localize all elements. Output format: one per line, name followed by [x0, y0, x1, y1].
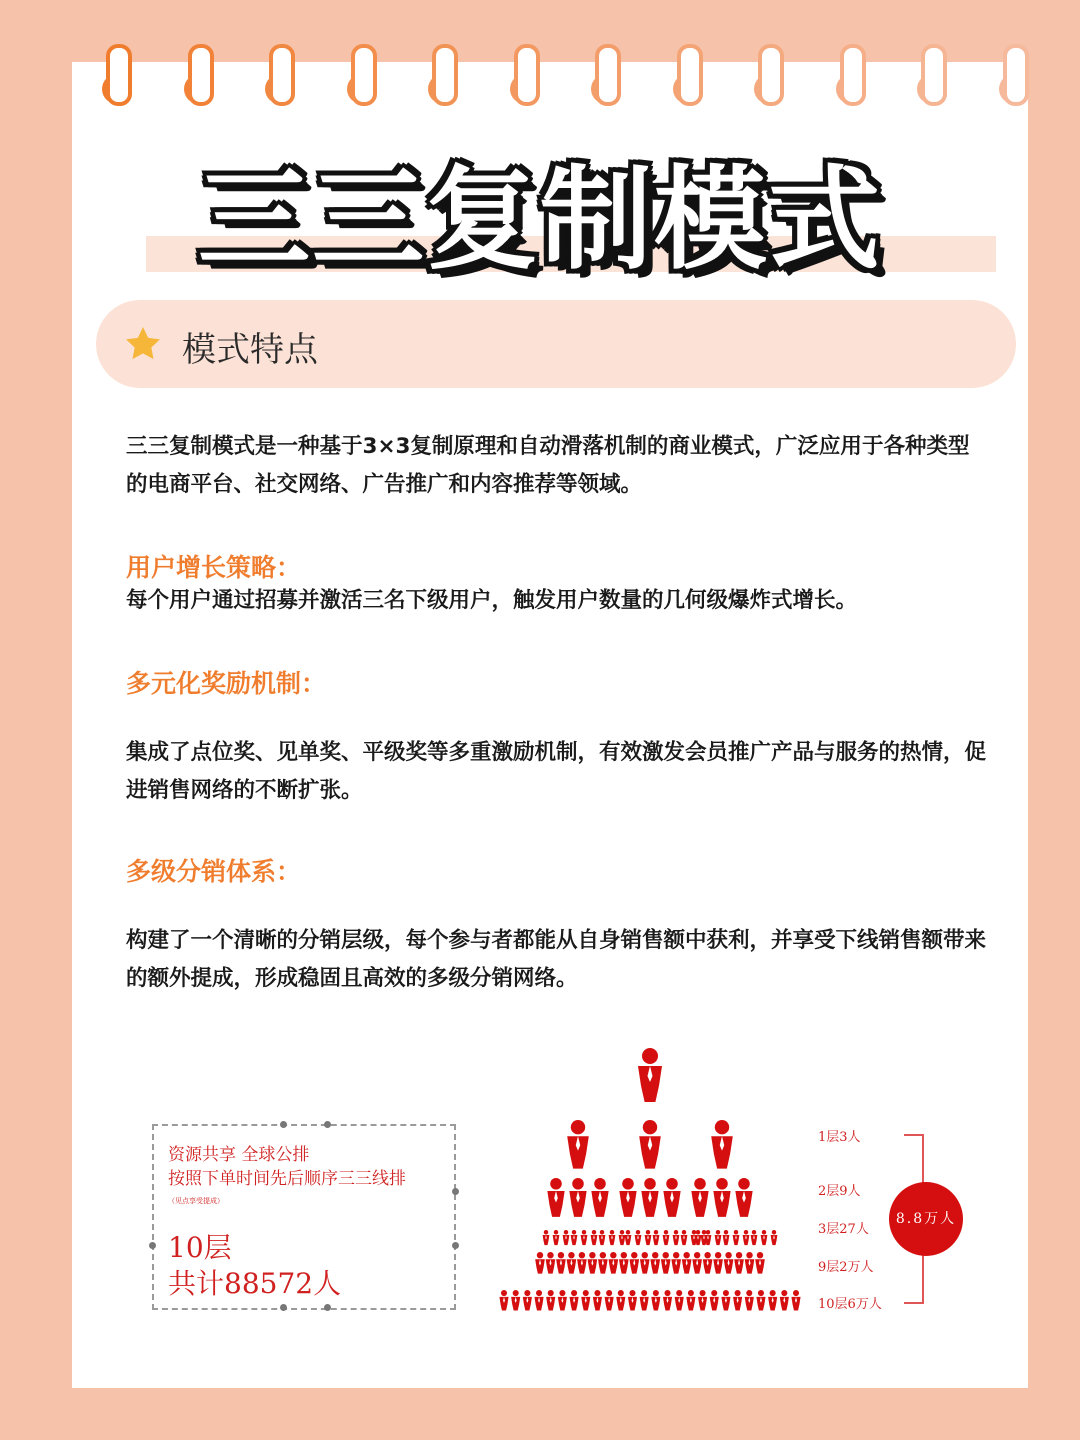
binder-ring	[184, 44, 214, 106]
person-figure	[713, 1252, 723, 1274]
box-layers: 10层	[168, 1231, 232, 1264]
box-dot	[280, 1304, 287, 1311]
person-figure	[567, 1120, 589, 1169]
person-figure	[534, 1290, 543, 1311]
person-figure	[628, 1290, 637, 1311]
person-figure	[653, 1230, 660, 1245]
ring-loop	[514, 44, 540, 106]
person-figure	[511, 1290, 520, 1311]
person-figure	[698, 1290, 707, 1311]
person-figure	[756, 1290, 765, 1311]
box-dot	[149, 1242, 156, 1249]
person-figure	[681, 1230, 688, 1245]
person-figure	[663, 1290, 672, 1311]
person-figure	[733, 1230, 740, 1245]
person-figure	[734, 1252, 744, 1274]
person-figure	[558, 1290, 567, 1311]
person-figure	[692, 1252, 702, 1274]
page-title: 三三复制模式	[198, 155, 882, 285]
section-header	[96, 300, 1016, 388]
ring-loop	[432, 44, 458, 106]
binder-ring	[591, 44, 621, 106]
person-figure	[733, 1290, 742, 1311]
ring-loop	[269, 44, 295, 106]
person-figure	[751, 1230, 758, 1245]
person-figure	[638, 1048, 662, 1102]
person-figure	[546, 1252, 556, 1274]
person-figure	[571, 1230, 578, 1245]
person-figure	[629, 1252, 639, 1274]
person-figure	[605, 1290, 614, 1311]
binder-ring	[999, 44, 1029, 106]
person-figure	[609, 1230, 616, 1245]
person-figure	[588, 1252, 598, 1274]
person-figure	[723, 1230, 730, 1245]
person-figure	[598, 1252, 608, 1274]
person-figure	[591, 1178, 608, 1217]
ring-loop	[1003, 44, 1029, 106]
person-figure	[735, 1178, 752, 1217]
section-title: 模式特点	[182, 330, 318, 370]
box-dot	[324, 1121, 331, 1128]
person-figure	[671, 1252, 681, 1274]
person-figure	[745, 1290, 754, 1311]
binder-ring	[428, 44, 458, 106]
person-figure	[661, 1252, 671, 1274]
person-figure	[715, 1230, 722, 1245]
person-figure	[651, 1290, 660, 1311]
ring-loop	[921, 44, 947, 106]
box-line-2: 按照下单时间先后顺序三三线排	[168, 1169, 406, 1189]
person-figure	[675, 1290, 684, 1311]
person-figure	[791, 1290, 800, 1311]
person-figure	[577, 1252, 587, 1274]
person-figure	[673, 1230, 680, 1245]
person-figure	[755, 1252, 765, 1274]
person-figure	[771, 1230, 778, 1245]
intro-paragraph: 三三复制模式是一种基于3×3复制原理和自动滑落机制的商业模式，广泛应用于各种类型的电商平台、社交网络、广告推广和内容推荐等领域。	[126, 434, 970, 497]
total-circle: 8.8万人	[889, 1182, 963, 1256]
feature-body-growth: 每个用户通过招募并激活三名下级用户，触发用户数量的几何级爆炸式增长。	[126, 588, 858, 613]
person-figure	[593, 1290, 602, 1311]
people-pyramid	[490, 1040, 810, 1320]
person-figure	[713, 1178, 730, 1217]
person-figure	[616, 1290, 625, 1311]
person-figure	[645, 1230, 652, 1245]
binder-ring	[102, 44, 132, 106]
person-figure	[724, 1252, 734, 1274]
info-box	[152, 1124, 456, 1310]
person-figure	[599, 1230, 606, 1245]
binder-ring	[754, 44, 784, 106]
box-total: 共计88572人	[168, 1267, 342, 1300]
person-figure	[686, 1290, 695, 1311]
person-figure	[641, 1178, 658, 1217]
person-figure	[523, 1290, 532, 1311]
binder-ring	[510, 44, 540, 106]
person-figure	[743, 1230, 750, 1245]
person-figure	[710, 1290, 719, 1311]
person-figure	[569, 1178, 586, 1217]
person-figure	[663, 1178, 680, 1217]
box-dot	[280, 1121, 287, 1128]
level-label-3: 3层27人	[818, 1222, 869, 1237]
feature-body-distribution: 构建了一个清晰的分销层级，每个参与者都能从自身销售额中获利，并享受下线销售额带来的额外提成，形成稳固且高效的多级分销网络。	[126, 928, 987, 991]
ring-loop	[595, 44, 621, 106]
star-icon	[122, 324, 164, 364]
person-figure	[546, 1290, 555, 1311]
person-figure	[625, 1230, 632, 1245]
binder-ring	[917, 44, 947, 106]
person-figure	[650, 1252, 660, 1274]
feature-heading-distribution: 多级分销体系：	[126, 857, 302, 886]
ring-loop	[758, 44, 784, 106]
box-dot	[452, 1188, 459, 1195]
binder-rings	[72, 44, 1028, 114]
person-figure	[639, 1120, 661, 1169]
binder-ring	[673, 44, 703, 106]
level-label-1: 1层3人	[818, 1130, 861, 1145]
person-figure	[591, 1230, 598, 1245]
person-figure	[663, 1230, 670, 1245]
person-figure	[553, 1230, 560, 1245]
person-figure	[535, 1252, 545, 1274]
level-label-10: 10层6万人	[818, 1297, 882, 1312]
person-figure	[721, 1290, 730, 1311]
binder-ring	[265, 44, 295, 106]
person-figure	[640, 1252, 650, 1274]
binder-ring	[836, 44, 866, 106]
person-figure	[682, 1252, 692, 1274]
person-figure	[499, 1290, 508, 1311]
person-figure	[745, 1252, 755, 1274]
person-figure	[761, 1230, 768, 1245]
person-figure	[547, 1178, 564, 1217]
person-figure	[619, 1252, 629, 1274]
box-small-note: （见点享受提成）	[168, 1197, 224, 1205]
box-dot	[324, 1304, 331, 1311]
ring-loop	[840, 44, 866, 106]
person-figure	[581, 1290, 590, 1311]
binder-ring	[347, 44, 377, 106]
person-figure	[780, 1290, 789, 1311]
person-figure	[635, 1230, 642, 1245]
feature-heading-rewards: 多元化奖励机制：	[126, 669, 327, 698]
box-dot	[452, 1242, 459, 1249]
person-figure	[619, 1178, 636, 1217]
person-figure	[691, 1178, 708, 1217]
person-figure	[563, 1230, 570, 1245]
person-figure	[711, 1120, 733, 1169]
ring-loop	[351, 44, 377, 106]
person-figure	[581, 1230, 588, 1245]
person-figure	[609, 1252, 619, 1274]
person-figure	[619, 1230, 626, 1245]
ring-loop	[677, 44, 703, 106]
person-figure	[567, 1252, 577, 1274]
person-figure	[768, 1290, 777, 1311]
box-line-1: 资源共享 全球公排	[168, 1145, 310, 1165]
person-figure	[703, 1252, 713, 1274]
person-figure	[640, 1290, 649, 1311]
ring-loop	[188, 44, 214, 106]
level-label-2: 2层9人	[818, 1184, 861, 1199]
feature-heading-growth: 用户增长策略：	[126, 553, 302, 582]
person-figure	[543, 1230, 550, 1245]
feature-body-rewards: 集成了点位奖、见单奖、平级奖等多重激励机制，有效激发会员推广产品与服务的热情，促进销售网络的不断扩张。	[126, 740, 987, 803]
level-label-9: 9层2万人	[818, 1260, 874, 1275]
person-figure	[556, 1252, 566, 1274]
person-figure	[570, 1290, 579, 1311]
ring-loop	[106, 44, 132, 106]
